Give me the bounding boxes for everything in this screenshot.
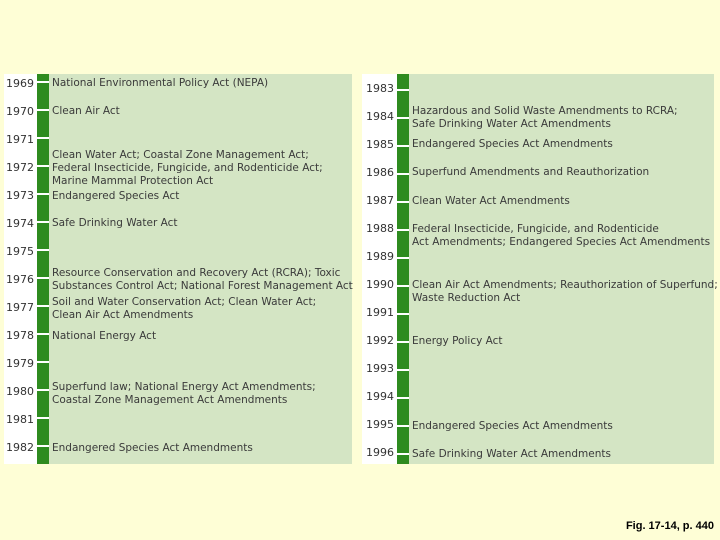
year-label: 1972 <box>6 161 34 174</box>
timeline-tick <box>397 229 409 231</box>
entry-line: Clean Air Act <box>52 105 120 117</box>
timeline-tick <box>37 249 49 251</box>
entry-line: Clean Water Act Amendments <box>412 195 570 207</box>
timeline-tick <box>397 313 409 315</box>
entry-line: Superfund law; National Energy Act Amendments; <box>52 381 316 393</box>
timeline-tick <box>37 277 49 279</box>
entry-line: Endangered Species Act Amendments <box>52 442 253 454</box>
entry-line: Federal Insecticide, Fungicide, and Rodenticide Act; <box>52 162 323 174</box>
timeline-tick <box>397 201 409 203</box>
timeline-tick <box>37 81 49 83</box>
legislation-entry <box>52 105 120 118</box>
timeline-tick <box>397 369 409 371</box>
year-label: 1988 <box>366 222 394 235</box>
timeline-tick <box>397 453 409 455</box>
entry-line: Coastal Zone Management Act Amendments <box>52 394 288 406</box>
legislation-entry <box>412 105 678 131</box>
year-label: 1978 <box>6 329 34 342</box>
timeline-tick <box>397 285 409 287</box>
year-label: 1980 <box>6 385 34 398</box>
timeline-tick <box>37 361 49 363</box>
entry-line: Superfund Amendments and Reauthorization <box>412 166 650 178</box>
year-label: 1984 <box>366 110 394 123</box>
entry-line: Energy Policy Act <box>412 335 503 347</box>
timeline-tick <box>37 221 49 223</box>
timeline-tick <box>37 165 49 167</box>
legislation-entry <box>412 448 611 461</box>
year-label: 1989 <box>366 250 394 263</box>
legislation-entry <box>52 381 316 407</box>
entry-line: Clean Water Act; Coastal Zone Management Act; <box>52 149 309 161</box>
legislation-entry <box>52 442 253 455</box>
year-label: 1974 <box>6 217 34 230</box>
year-label: 1970 <box>6 105 34 118</box>
year-label: 1987 <box>366 194 394 207</box>
legislation-entry <box>52 149 323 188</box>
timeline-bar <box>397 74 409 464</box>
timeline-tick <box>397 145 409 147</box>
entry-line: Soil and Water Conservation Act; Clean Water Act; <box>52 296 317 308</box>
entry-line: National Environmental Policy Act (NEPA) <box>52 77 269 89</box>
year-label: 1969 <box>6 77 34 90</box>
legislation-entry <box>412 138 613 151</box>
year-label: 1995 <box>366 418 394 431</box>
year-label: 1982 <box>6 441 34 454</box>
legislation-entry <box>52 267 353 293</box>
year-label: 1979 <box>6 357 34 370</box>
year-column <box>362 74 397 464</box>
timeline-panel-1983-1996 <box>362 74 718 464</box>
year-label: 1973 <box>6 189 34 202</box>
legislation-entry <box>52 217 178 230</box>
entry-line: Waste Reduction Act <box>412 292 521 304</box>
entry-line: Safe Drinking Water Act Amendments <box>412 448 611 460</box>
entry-line: Clean Air Act Amendments; Reauthorization of Superfund; <box>412 279 718 291</box>
legislation-entry <box>412 420 613 433</box>
figure-caption: Fig. 17-14, p. 440 <box>625 520 714 532</box>
year-label: 1991 <box>366 306 394 319</box>
entry-line: Safe Drinking Water Act Amendments <box>412 118 611 130</box>
entry-line: Endangered Species Act Amendments <box>412 138 613 150</box>
timeline-tick <box>37 417 49 419</box>
legislation-entry <box>412 279 718 305</box>
entry-line: Endangered Species Act <box>52 190 180 202</box>
timeline-bar <box>37 74 49 464</box>
year-label: 1996 <box>366 446 394 459</box>
timeline-tick <box>397 425 409 427</box>
year-label: 1971 <box>6 133 34 146</box>
timeline-tick <box>37 389 49 391</box>
timeline-tick <box>397 173 409 175</box>
year-label: 1981 <box>6 413 34 426</box>
year-label: 1993 <box>366 362 394 375</box>
timeline-tick <box>37 109 49 111</box>
legislation-entry <box>52 190 179 203</box>
timeline-tick <box>397 397 409 399</box>
timeline-tick <box>397 341 409 343</box>
entry-line: Federal Insecticide, Fungicide, and Rodenticide <box>412 223 659 235</box>
entry-line: Substances Control Act; National Forest Management Act <box>52 280 353 292</box>
legislation-entry <box>412 166 649 179</box>
entry-line: National Energy Act <box>52 330 157 342</box>
legislation-entry <box>52 330 156 343</box>
year-label: 1994 <box>366 390 394 403</box>
legislation-entry <box>412 335 503 348</box>
timeline-tick <box>37 193 49 195</box>
entry-line: Clean Air Act Amendments <box>52 309 194 321</box>
entry-line: Resource Conservation and Recovery Act (RCRA); Toxic <box>52 267 341 279</box>
legislation-entry <box>52 296 316 322</box>
timeline-panel-1969-1982 <box>4 74 352 464</box>
timeline-tick <box>397 257 409 259</box>
year-label: 1983 <box>366 82 394 95</box>
legislation-entry <box>52 77 268 90</box>
timeline-tick <box>397 89 409 91</box>
entry-line: Marine Mammal Protection Act <box>52 175 214 187</box>
timeline-tick <box>37 333 49 335</box>
year-label: 1992 <box>366 334 394 347</box>
entry-line: Safe Drinking Water Act <box>52 217 178 229</box>
entry-line: Hazardous and Solid Waste Amendments to RCRA; <box>412 105 678 117</box>
year-label: 1985 <box>366 138 394 151</box>
year-label: 1990 <box>366 278 394 291</box>
timeline-tick <box>397 117 409 119</box>
entry-line: Act Amendments; Endangered Species Act Amendments <box>412 236 711 248</box>
timeline-tick <box>37 445 49 447</box>
year-label: 1976 <box>6 273 34 286</box>
legislation-entry <box>412 195 570 208</box>
timeline-tick <box>37 305 49 307</box>
year-label: 1977 <box>6 301 34 314</box>
year-label: 1986 <box>366 166 394 179</box>
entry-line: Endangered Species Act Amendments <box>412 420 613 432</box>
year-label: 1975 <box>6 245 34 258</box>
timeline-tick <box>37 137 49 139</box>
legislation-entry <box>412 223 710 249</box>
